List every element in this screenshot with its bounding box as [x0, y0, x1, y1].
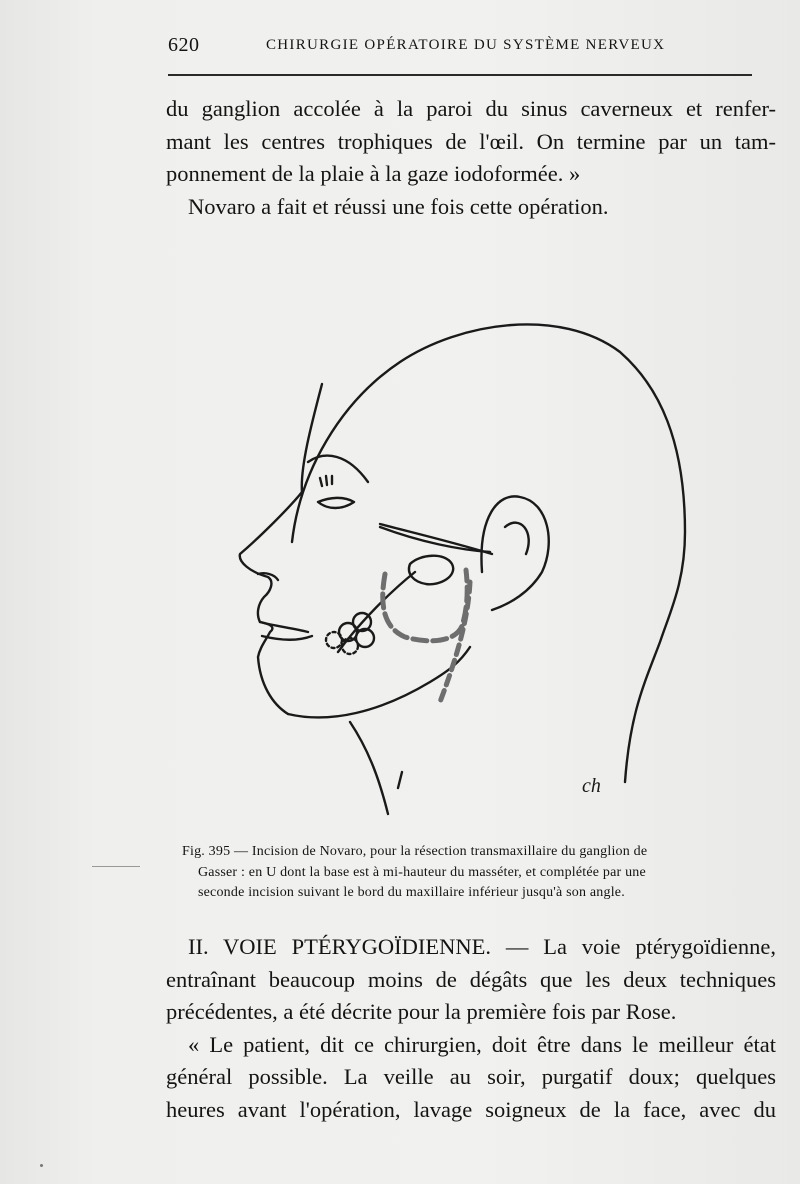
running-head: [168, 34, 768, 60]
eye: [318, 498, 354, 508]
caption-line: Gasser : en U dont la base est à mi-hauteur du masséter, et complétée par une: [198, 864, 646, 880]
section-heading-line: II. VOIE PTÉRYGOÏDIENNE. — La voie ptérygoïdienne,: [188, 934, 776, 959]
caption-line: Fig. 395 — Incision de Novaro, pour la résection transmaxillaire du ganglion de: [182, 844, 648, 859]
u-incision: [383, 570, 467, 641]
zygoma: [380, 524, 492, 554]
ear-inner: [505, 523, 529, 554]
text-line: général possible. La veille au soir, purgatif doux; quelques: [166, 1064, 776, 1089]
neck-back: [398, 772, 402, 788]
artist-signature: ch: [582, 775, 601, 797]
text-line: ponnement de la plaie à la gaze iodoformée. »: [166, 161, 581, 186]
running-title: CHIRURGIE OPÉRATOIRE DU SYSTÈME NERVEUX: [266, 37, 666, 53]
eye-lashes: [320, 476, 332, 486]
text-line: Novaro a fait et réussi une fois cette opération.: [188, 193, 609, 219]
text-line: « Le patient, dit ce chirurgien, doit être dans le meilleur état: [188, 1031, 776, 1057]
head-profile-drawing: [230, 292, 780, 822]
bottom-paragraph: [166, 931, 776, 1126]
top-paragraph: [166, 93, 776, 223]
text-line: du ganglion accolée à la paroi du sinus caverneux et renfer-: [166, 96, 776, 121]
text-line: heures avant l'opération, lavage soigneux de la face, avec du: [166, 1096, 776, 1122]
paper-speckle: [40, 1164, 43, 1167]
face-profile: [240, 384, 322, 714]
tooth: [326, 632, 342, 648]
figure-illustration: [230, 292, 780, 822]
text-line: mant les centres trophiques de l'œil. On termine par un tam-: [166, 128, 776, 154]
lower-lip: [262, 636, 312, 640]
header-rule: [168, 74, 752, 76]
malar-oval: [409, 556, 453, 585]
jaw-line: [288, 647, 470, 717]
page-number: 620: [168, 34, 200, 56]
figure-caption: [182, 842, 774, 904]
text-line: entraînant beaucoup moins de dégâts que les deux techniques: [166, 966, 776, 992]
neck-front: [350, 722, 388, 814]
caption-line: seconde incision suivant le bord du maxillaire inférieur jusqu'à son angle.: [198, 885, 625, 900]
margin-mark: [92, 866, 140, 867]
text-line: précédentes, a été décrite pour la première fois par Rose.: [166, 999, 677, 1024]
lips: [260, 622, 308, 632]
